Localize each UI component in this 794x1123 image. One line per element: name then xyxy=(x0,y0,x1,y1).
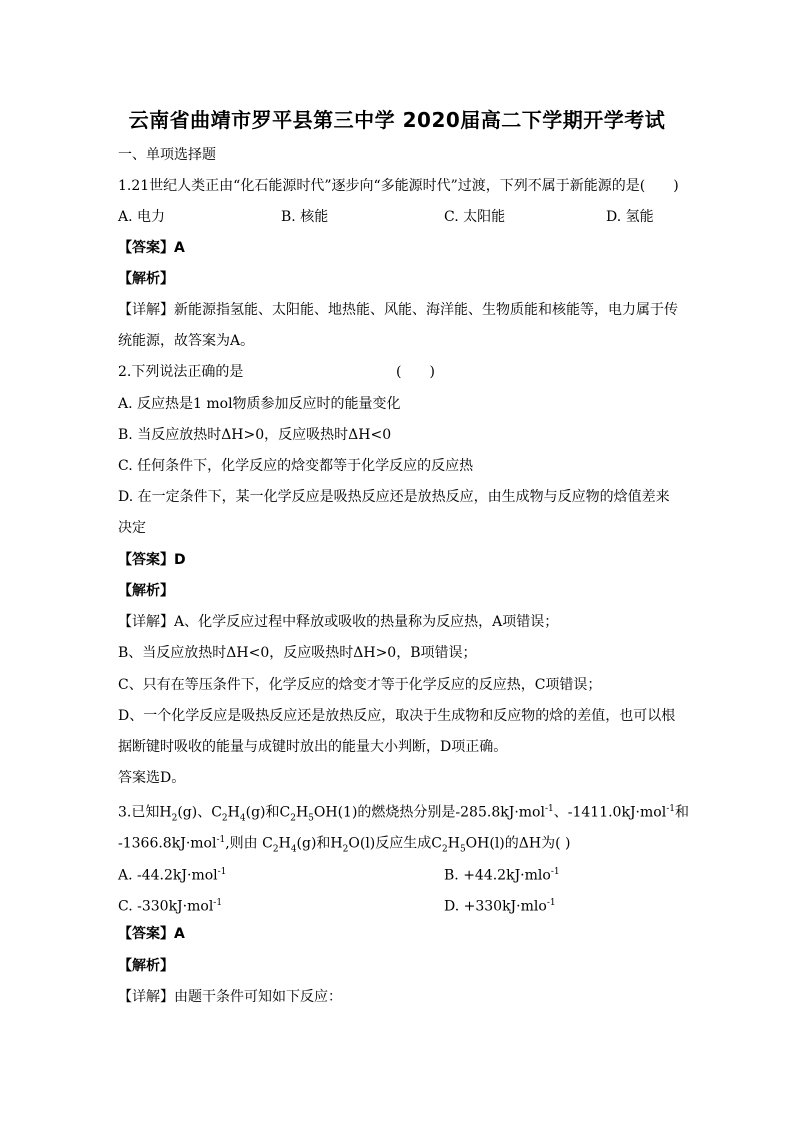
q3-detail-line-1: 【详解】由题干条件可知如下反应： xyxy=(118,989,342,1005)
q3-stem-line-2: -1366.8kJ·mol$^{-1}$,则由 $C_2H_4(g)$和$H_2O(l)$反应生成$C_2H_5OH(l)$的ΔH为( ) xyxy=(118,835,571,855)
q2-detail-line-6: 答案选D。 xyxy=(118,770,186,786)
q1-answer: 【答案】A xyxy=(118,240,185,256)
q3-answer: 【答案】A xyxy=(118,926,185,942)
q1-detail-line-2: 统能源，故答案为A。 xyxy=(118,333,255,349)
q1-detail-line-1: 【详解】新能源指氢能、太阳能、地热能、风能、海洋能、生物质能和核能等，电力属于传 xyxy=(118,302,678,318)
q1-option-a: A. 电力 xyxy=(118,209,166,225)
q1-stem: 1.21世纪人类正由“化石能源时代”逐步向“多能源时代”过渡，下列不属于新能源的是( ) xyxy=(118,178,679,194)
q3-option-a: A. -44.2kJ·mol$^{-1}$ xyxy=(118,867,227,884)
q1-option-b: B. 核能 xyxy=(281,209,329,225)
q1-analysis-label: 【解析】 xyxy=(118,271,174,287)
q2-detail-line-4: D、一个化学反应是吸热反应还是放热反应，取决于生成物和反应物的焓的差值，也可以根 xyxy=(118,708,676,724)
q1-option-c: C. 太阳能 xyxy=(444,209,506,225)
q2-answer-paren: ( ) xyxy=(396,364,435,380)
section-heading: 一、单项选择题 xyxy=(118,147,216,163)
q2-detail-line-1: 【详解】A、化学反应过程中释放或吸收的热量称为反应热，A项错误； xyxy=(118,614,559,630)
q3-option-b: B. +44.2kJ·mlo$^{-1}$ xyxy=(444,867,560,884)
q2-detail-line-5: 据断键时吸收的能量与成键时放出的能量大小判断，D项正确。 xyxy=(118,739,508,755)
q2-stem-line xyxy=(118,362,676,382)
q3-analysis-label: 【解析】 xyxy=(118,958,174,974)
q2-option-a: A. 反应热是1 mol物质参加反应时的能量变化 xyxy=(118,396,401,412)
q3-stem-line-1: 3.已知$H_2(g)$、$C_2H_4(g)$和$C_2H_5OH(1)$的燃烧热分别是-285.8kJ·mol$^{-1}$、-1411.0kJ·mol$^{-1}$和 xyxy=(118,804,689,824)
q2-detail-line-3: C、只有在等压条件下，化学反应的焓变才等于化学反应的反应热，C项错误； xyxy=(118,677,602,693)
page-title: 云南省曲靖市罗平县第三中学 2020届高二下学期开学考试 xyxy=(128,108,666,132)
q2-option-b: B. 当反应放热时ΔH>0，反应吸热时ΔH<0 xyxy=(118,427,392,443)
q2-detail-line-2: B、当反应放热时ΔH<0，反应吸热时ΔH>0，B项错误； xyxy=(118,645,477,661)
q2-option-d-line-2: 决定 xyxy=(118,520,146,536)
q2-answer: 【答案】D xyxy=(118,552,186,568)
q2-analysis-label: 【解析】 xyxy=(118,583,174,599)
q1-option-d: D. 氢能 xyxy=(606,209,654,225)
q3-option-c: C. -330kJ·mol$^{-1}$ xyxy=(118,898,223,915)
q2-option-c: C. 任何条件下，化学反应的焓变都等于化学反应的反应热 xyxy=(118,458,474,474)
q3-option-d: D. +330kJ·mlo$^{-1}$ xyxy=(444,898,556,915)
q2-stem: 2.下列说法正确的是 xyxy=(118,364,244,380)
q2-option-d-line-1: D. 在一定条件下，某一化学反应是吸热反应还是放热反应，由生成物与反应物的焓值差来 xyxy=(118,489,670,505)
